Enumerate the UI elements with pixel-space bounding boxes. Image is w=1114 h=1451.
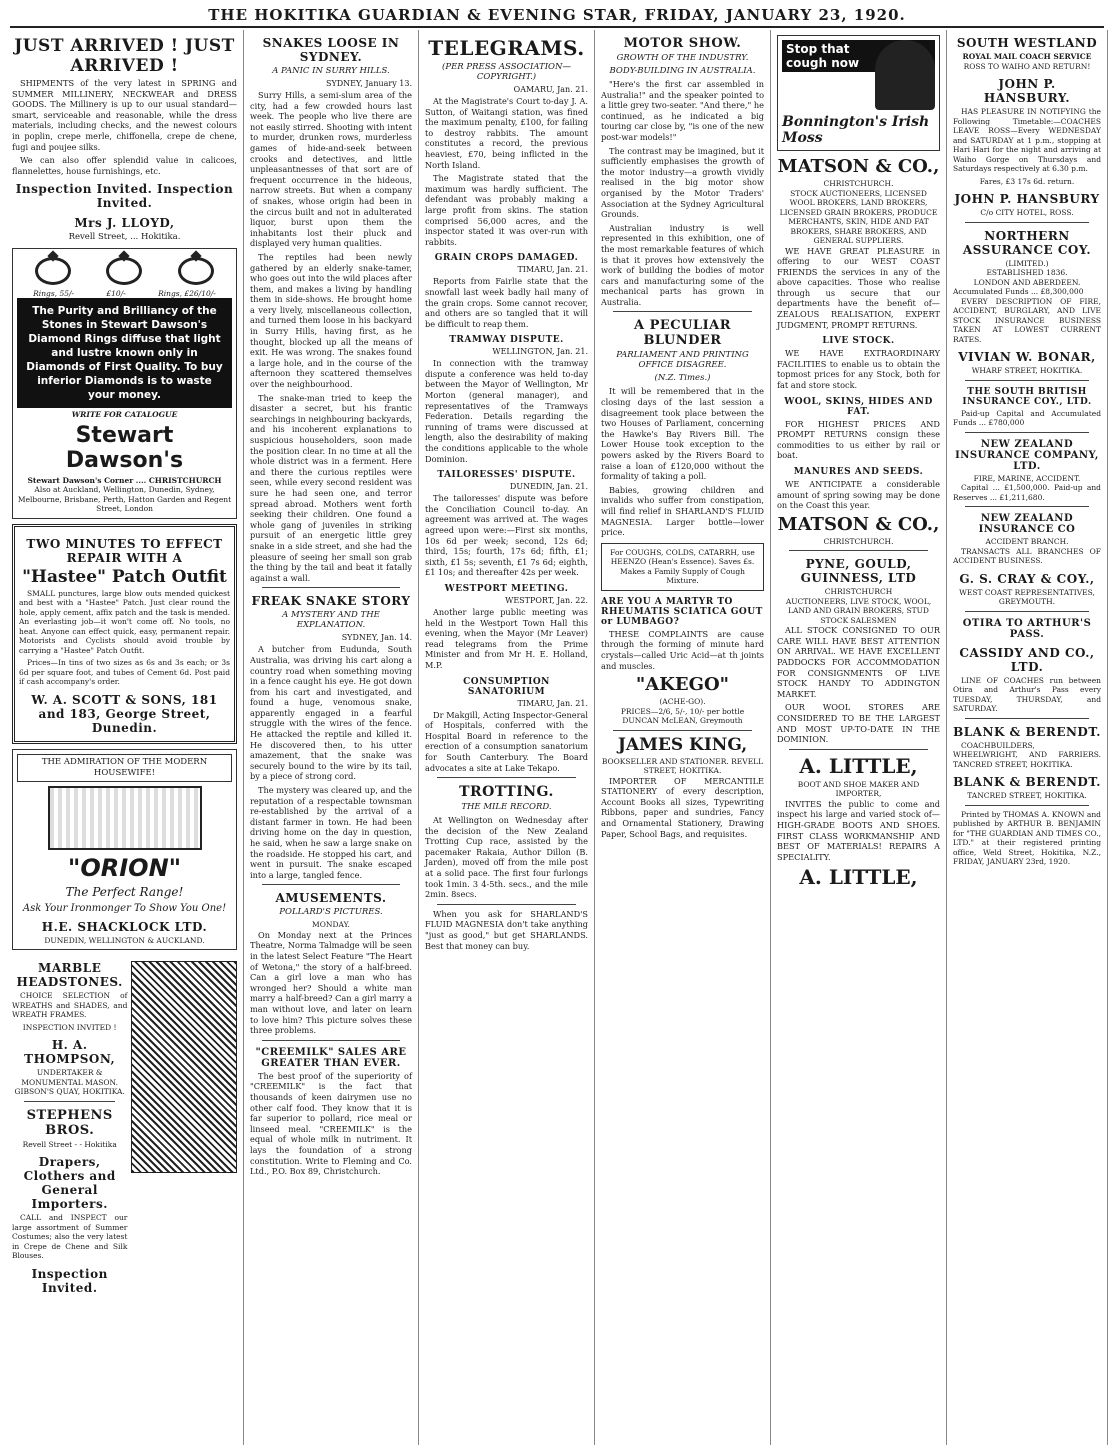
- cassidy-name: CASSIDY AND CO., LTD.: [959, 645, 1095, 674]
- left-ads: [12, 955, 127, 1297]
- orion-maker: H.E. SHACKLOCK LTD.: [41, 919, 208, 934]
- sharland-ad: When you ask for SHARLAND'S FLUID MAGNESIA don't take anything "just as good," but get SHARLANDS. Best that money can buy.: [425, 908, 588, 951]
- stephens-address: Revell Street - - Hokitika: [22, 1139, 117, 1149]
- tailor-heading: TAILORESSES' DISPUTE.: [437, 470, 576, 481]
- column-6: [947, 30, 1108, 1445]
- thompson-address: GIBSON'S QUAY, HOKITIKA.: [14, 1087, 125, 1097]
- consumption-date: TIMARU, Jan. 21.: [517, 698, 588, 708]
- snakes-p3: The snake-man tried to keep the disaster a secret, but his frantic searchings in neighbouring backyards, and his incoherent explanations to suspicious householders, soon made the position clear. In no time at all the whole district was in a ferment. Here and there the curious reptiles were seen, while every second resident was sure he had seen one, and terror spread abroad. Mothers went forth seeking their children. One found a whole gang of juveniles in striking pursuit of an energetic little grey snake in a side street, and she had the pleasure of seeing her small son grab the thing by the tail and beat it fatally against a wall.: [250, 392, 412, 583]
- hansbury-name-2: JOHN P. HANSBURY: [954, 192, 1100, 206]
- divider: [965, 718, 1089, 719]
- column-5: [771, 30, 947, 1445]
- snakes-date: SYDNEY, January 13.: [325, 79, 412, 88]
- akego-sub: (ACHE-GO).: [659, 697, 706, 707]
- telegrams-p2: The Magistrate stated that the maximum was hardly sufficient. The defendant was probably making a large profit from skins. The station comprised 56,000 acres, and the inspector stated it was over-run with rabbits.: [425, 173, 588, 247]
- matson-name: MATSON & CO.,: [777, 156, 940, 177]
- hastee-title: "Hastee" Patch Outfit: [22, 566, 227, 587]
- column-3: [419, 30, 595, 1445]
- cray-sub: WEST COAST REPRESENTATIVES, GREYMOUTH.: [959, 587, 1095, 606]
- grain-date: TIMARU, Jan. 21.: [517, 265, 588, 275]
- little-sub: BOOT AND SHOE MAKER AND IMPORTER,: [797, 779, 920, 799]
- matson-city: CHRISTCHURCH.: [823, 179, 894, 188]
- ring-price: Rings, 55/-: [33, 289, 75, 299]
- grain-p1: Reports from Fairlie state that the snowfall last week badly hail many of the grain crops. Some cannot recover, and others are so tangled that it will be difficult to reap them.: [425, 276, 588, 329]
- dawson-catalogue: WRITE FOR CATALOGUE: [71, 410, 178, 420]
- hastee-prices: Prices—In tins of two sizes as 6s and 3s each; or 3s 6d per square foot, and tubes of Cement 6d. Post paid if cash accompany's order.: [19, 658, 230, 687]
- divider: [262, 587, 400, 588]
- akego-prices: PRICES—2/6, 5/-, 10/- per bottle: [620, 706, 745, 716]
- consumption-heading: CONSUMPTION SANATORIUM: [463, 676, 550, 697]
- telegrams-sub: (PER PRESS ASSOCIATION—COPYRIGHT.): [442, 62, 571, 82]
- portrait-illustration: [875, 40, 935, 110]
- cray-name: G. S. CRAY & COY.,: [959, 571, 1095, 586]
- northern-p: EVERY DESCRIPTION OF FIRE, ACCIDENT, BURGLARY, AND LIVE STOCK INSURANCE BUSINESS TAKEN AT LOWEST CURRENT RATES.: [953, 296, 1101, 344]
- wool-heading: WOOL, SKINS, HIDES AND FAT.: [784, 396, 933, 417]
- hansbury-name: JOHN P. HANSBURY.: [983, 77, 1071, 105]
- telegrams-date: OAMARU, Jan. 21.: [513, 85, 588, 94]
- motor-p3: Australian industry is well represented in this exhibition, one of the most remarkable features of which is that it proves how extensively the work of building the bodies of motor cars and manufacturing some of the mechanical parts has grown in Australia.: [601, 222, 764, 307]
- sw-sub: ROYAL MAIL COACH SERVICE: [962, 52, 1092, 61]
- divider: [613, 311, 752, 312]
- tram-date: WELLINGTON, Jan. 21.: [492, 347, 588, 357]
- nz-insurance-p: Capital ... £1,500,000. Paid-up and Reserves ... £1,211,680.: [953, 483, 1101, 502]
- hansbury-address: C/o CITY HOTEL, ROSS.: [980, 208, 1074, 217]
- dawson-also: Also at Auckland, Wellington, Dunedin, Sydney, Melbourne, Brisbane, Perth, Hatton Garden and Regent Street, London: [17, 485, 232, 514]
- freak-p1: A butcher from Eudunda, South Australia, was driving his cart along a country road when something moving in a fence caught his eye. He got down from his cart and investigated, and found a huge, venomous snake, apparently engaged in a fearful struggle with the wires of the fence. He attacked the reptile and killed it. He discovered then, to his utter amazement, that the snake was securely bound to the wire by its tail, by a piece of strong cord.: [250, 644, 412, 782]
- freak-p2: The mystery was cleared up, and the reputation of a respectable townsman re-established by the arrival of a distant farmer in town. He had been driving home on the day in question, he said, when he saw a large snake on the roadside. He stopped his cart, and went in pursuit. The snake escaped into a large, tangled fence.: [250, 785, 412, 880]
- sw-p: HAS PLEASURE IN NOTIFYING the Following Timetable:—COACHES LEAVE ROSS—Every WEDNESDAY and SATURDAY at 1 p.m., stopping at Hari Hari for the night and arriving at Waiho Gorge on Thursdays and Saturdays respectively at 6.30 p.m.: [953, 107, 1101, 173]
- sw-fares: Fares, £3 17s 6d. return.: [979, 176, 1075, 186]
- matson-name-2: MATSON & CO.,: [777, 513, 940, 535]
- blank-p: COACHBUILDERS, WHEELWRIGHT, AND FARRIERS. TANCRED STREET, HOKITIKA.: [953, 740, 1101, 769]
- tram-p1: In connection with the tramway dispute a conference was held to-day between the Mayor of Wellington, Mr Morton (general manager), and representatives of the Tramways Federation. Details regarding the running of trams were discussed at length, also the desirability of making the conditions applicable to the whole Dominion.: [425, 358, 588, 464]
- trotting-sub: THE MILE RECORD.: [461, 802, 552, 813]
- blunder-sub-2: (N.Z. Times.): [654, 373, 711, 384]
- rheumatism-p: THESE COMPLAINTS are cause through the forming of minute hard crystals—called Uric Acid—at th joints and muscles.: [601, 628, 764, 671]
- stephens-name: STEPHENS BROS.: [26, 1107, 113, 1138]
- otira-heading: OTIRA TO ARTHUR'S PASS.: [962, 617, 1092, 640]
- snakes-heading: SNAKES LOOSE IN SYDNEY.: [262, 36, 400, 64]
- blank-name-2: BLANK & BERENDT.: [953, 775, 1101, 789]
- drapers-line: Drapers, Clothers and General Importers.: [23, 1155, 116, 1212]
- divider: [262, 884, 400, 885]
- motor-p2: The contrast may be imagined, but it sufficiently emphasises the growth of the motor industry—a growth vividly realised in the big motor show organised by the Motor Traders' Association at the Sydney Agricultural Grounds.: [601, 145, 764, 220]
- wool-p: FOR HIGHEST PRICES AND PROMPT RETURNS consign these commodities to us either by rail or boat.: [777, 418, 940, 461]
- nz-accident-p: TRANSACTS ALL BRANCHES OF ACCIDENT BUSINESS.: [953, 546, 1101, 565]
- orion-ask: Ask Your Ironmonger To Show You One!: [22, 902, 227, 914]
- matson-p1: WE HAVE GREAT PLEASURE in offering to our WEST COAST FRIENDS the services in any of the above capacities. Those who realise through us secure that our departments have the benefit of—ZEALOUS REALISATION, EXPERT JUDGMENT, PROMPT RETURNS.: [777, 245, 940, 330]
- divider: [24, 1101, 115, 1102]
- orion-tagline: The Perfect Range!: [65, 884, 184, 899]
- dawson-slogan: The Purity and Brilliancy of the Stones in Stewart Dawson's Diamond Rings diffuse that light and lustre known only in Diamonds of First Quality. To buy inferior Diamonds is to waste your money.: [17, 298, 232, 408]
- motor-p1: "Here's the first car assembled in Australia!" and the speaker pointed to a little grey two-seater. "And there," he continued, as he indicated a big touring car close by, "is one of the new post-war models!": [601, 79, 764, 142]
- pyne-wool: OUR WOOL STORES ARE CONSIDERED TO BE THE LARGEST AND MOST UP-TO-DATE IN THE DOMINION.: [777, 702, 940, 745]
- thompson-sub: UNDERTAKER & MONUMENTAL MASON.: [21, 1068, 119, 1087]
- lloyd-text-2: We can also offer splendid value in calicoes, flannelettes, house furnishings, etc.: [12, 155, 237, 176]
- cassidy-p: LINE OF COACHES run between Otira and Arthur's Pass every TUESDAY, THURSDAY, and SATURDAY.: [953, 675, 1101, 713]
- orion-cities: DUNEDIN, WELLINGTON & AUCKLAND.: [44, 935, 205, 945]
- northern-est: ESTABLISHED 1836.: [986, 268, 1068, 277]
- bonar-address: WHARF STREET, HOKITIKA.: [971, 366, 1083, 375]
- consumption-p1: Dr Makgill, Acting Inspector-General of Hospitals, conferred with the Hospital Board in reference to the erection of a consumption sanatorium for South Canterbury. The Board advocates a site at Lake Tekapo.: [425, 709, 588, 773]
- freak-date: SYDNEY, Jan. 14.: [341, 633, 412, 643]
- divider: [789, 550, 928, 551]
- tailor-p1: The tailoresses' dispute was before the Conciliation Council to-day. An agreement was arrived at. The wages agreed upon were:—First six months, 10s 6d per week; second, 12s 6d; third, 15s; fourth, 17s 6d; fifth, £1; sixth, £1 5s; seventh, £1 7s 6d; eighth, £1 10s; and thereafter 42s per week.: [425, 493, 588, 578]
- marble-inspection: INSPECTION INVITED !: [22, 1022, 117, 1032]
- column-1: [6, 30, 244, 1445]
- snakes-p1: Surry Hills, a semi-slum area of the city, had a few crowded hours last week. The people who live there are not easily stirred. Shooting with intent to murder, drunken rows, murderless games of hide-and-seek between crooks and detectives, and little unpleasantnesses of that sort are of frequent occurrence in the hideous, narrow streets. But when a company of snakes, whose origin had been in the circus built and not in adulterated liquor, burst upon them the inhabitants lost their pluck and displayed very human qualities.: [250, 90, 412, 249]
- marble-text: CHOICE SELECTION of WREATHS and SHADES, and WREATH FRAMES.: [12, 991, 128, 1020]
- orion-heading: THE ADMIRATION OF THE MODERN HOUSEWIFE!: [17, 754, 232, 782]
- divider: [965, 222, 1089, 223]
- blank-name: BLANK & BERENDT.: [953, 724, 1101, 739]
- divider: [262, 1040, 400, 1041]
- ring-icon: [35, 257, 71, 285]
- divider: [965, 611, 1089, 612]
- orion-name: "ORION": [67, 853, 182, 882]
- trotting-p1: At Wellington on Wednesday after the decision of the New Zealand Trotting Cup race, assisted by the pacemaker Rakaia, Author Dillon (B. Jarden), moved off from the mile post at a solid pace. The first four furlongs took 1min. 3 4-5th. secs., and the mile 2min. 8secs.: [425, 815, 588, 900]
- hastee-heading: TWO MINUTES TO EFFECT REPAIR WITH A: [26, 536, 223, 565]
- lloyd-text: SHIPMENTS of the very latest in SPRING and SUMMER MILLINERY, NECKWEAR and DRESS GOODS. The Millinery is up to our usual standard—smart, serviceable and reasonable, while the dress materials, including checks, and the newest colours in poplin, crepe merle, chiffonella, crepe de chene, fugi and poujee silks.: [12, 78, 237, 152]
- divider: [965, 506, 1089, 507]
- ring-price: Rings, £26/10/-: [158, 289, 216, 299]
- divider: [437, 777, 576, 778]
- amusements-p1: On Monday next at the Princes Theatre, Norma Talmadge will be seen in the latest Select Feature "The Heart of Wetona," the story of a half-breed. Can a girl love a man who has wronged her? Should a white man marry a half-breed? Can a girl marry a man without love, and later on learn to love him? This picture solves these three problems.: [250, 929, 412, 1036]
- orion-ad: [12, 749, 237, 951]
- northern-funds: Accumulated Funds ... £8,300,000: [953, 287, 1084, 296]
- pyne-city: CHRISTCHURCH: [824, 587, 893, 597]
- call-inspection: Inspection Invited.: [31, 1266, 108, 1295]
- creemilk-p1: The best proof of the superiority of "CREEMILK" is the fact that thousands of keen dairymen use no other calf food. They know that it is far superior to pollard, rice meal or linseed meal. "CREEMILK" is the equal of whole milk in nutriment. It lays the foundation of a strong constitution. Write to Fleming and Co. Ltd., P.O. Box 89, Christchurch.: [250, 1070, 412, 1177]
- call-text: CALL and INSPECT our large assortment of Summer Costumes; also the very latest in Crepe de Chene and Silk Blouses.: [12, 1213, 128, 1261]
- pyne-list: AUCTIONEERS, LIVE STOCK, WOOL, LAND AND GRAIN BROKERS, STUD STOCK SALESMEN: [785, 596, 932, 625]
- marble-heading: MARBLE HEADSTONES.: [16, 961, 123, 990]
- freak-heading: FREAK SNAKE STORY: [251, 594, 411, 609]
- divider: [965, 432, 1089, 433]
- livestock-p: WE HAVE EXTRAORDINARY FACILITIES to enable us to obtain the topmost prices for any Stock, both for fat and store stock.: [777, 348, 940, 391]
- freak-sub: A MYSTERY AND THE EXPLANATION.: [282, 610, 380, 631]
- column-2: [244, 30, 419, 1445]
- little-p: INVITES the public to come and inspect his large and varied stock of—HIGH-GRADE BOOTS AND SHOES. FIRST CLASS WORKMANSHIP AND BEST OF MATERIALS! REPAIRS A SPECIALITY.: [777, 798, 940, 862]
- dawson-corner: Stewart Dawson's Corner .... CHRISTCHURCH: [27, 475, 222, 485]
- king-name: JAMES KING,: [617, 734, 748, 755]
- blunder-sub: PARLIAMENT AND PRINTING OFFICE DISAGREE.: [616, 350, 749, 371]
- masthead: THE HOKITIKA GUARDIAN & EVENING STAR, FRIDAY, JANUARY 23, 1920.: [10, 4, 1104, 28]
- nz-accident-sub: ACCIDENT BRANCH.: [985, 537, 1069, 546]
- matson-city-2: CHRISTCHURCH.: [823, 536, 894, 546]
- little-name: A. LITTLE,: [799, 753, 918, 778]
- northern-city: LONDON AND ABERDEEN.: [973, 277, 1081, 287]
- motor-sub-1: GROWTH OF THE INDUSTRY.: [616, 53, 749, 63]
- advert-illustration: [131, 961, 237, 1173]
- bonnington-name: Bonnington's Irish Moss: [782, 114, 930, 146]
- right-ads-placeholder: [131, 955, 237, 1297]
- imprint: Printed by THOMAS A. KNOWN and published by ARTHUR B. BENJAMIN for "THE GUARDIAN AND TIMES CO., LTD." at their registered printing office, Weld Street, Hokitika, N.Z., FRIDAY, JANUARY 23rd, 1920.: [953, 809, 1101, 866]
- scott-address: W. A. SCOTT & SONS, 181 and 183, George Street, Dunedin.: [31, 692, 218, 735]
- motor-heading: MOTOR SHOW.: [623, 36, 742, 51]
- motor-sub-2: BODY-BUILDING IN AUSTRALIA.: [609, 66, 756, 76]
- sw-heading: SOUTH WESTLAND: [956, 36, 1098, 50]
- nz-insurance-heading: NEW ZEALAND INSURANCE COMPANY, LTD.: [955, 438, 1099, 472]
- divider: [965, 380, 1089, 381]
- manure-heading: MANURES AND SEEDS.: [793, 467, 924, 477]
- thompson-name: H. A. THOMPSON,: [24, 1038, 116, 1067]
- blunder-heading: A PECULIAR BLUNDER: [633, 318, 732, 349]
- nz-accident-heading: NEW ZEALAND INSURANCE CO: [978, 513, 1076, 535]
- heenzo-ad: [601, 543, 764, 591]
- blank-address: TANCRED STREET, HOKITIKA.: [967, 791, 1087, 800]
- snakes-sub: A PANIC IN SURRY HILLS.: [272, 66, 390, 76]
- divider: [437, 904, 576, 905]
- inspection-line: Inspection Invited. Inspection Invited.: [15, 182, 234, 211]
- stove-illustration: [48, 786, 202, 850]
- dawson-name: Stewart Dawson's: [65, 422, 184, 473]
- bonnington-ad: [777, 35, 940, 151]
- blunder-p1: It will be remembered that in the closing days of the last session a disagreement took place between the two Houses of Parliament, concerning the Hawke's Bay Rivers Bill. The Lower House took exception to the powers asked by the Rivers Board to raise a loan of £120,000 without the formality of taking a poll.: [601, 386, 764, 482]
- little-name-2: A. LITTLE,: [799, 865, 918, 890]
- northern-ltd: (LIMITED.): [1005, 258, 1049, 268]
- amusements-day: MONDAY.: [312, 920, 350, 930]
- babies-ad: Babies, growing children and invalids who suffer from constipation, will find relief in SHARLAND'S FLUID MAGNESIA. Larger bottle—lower price.: [601, 484, 764, 538]
- divider: [965, 805, 1089, 806]
- trotting-heading: TROTTING.: [459, 784, 554, 801]
- matson-list: STOCK AUCTIONEERS, LICENSED WOOL BROKERS, LAND BROKERS, LICENSED GRAIN BROKERS, PRODUCE MERCHANTS, SKIN, HIDE AND FAT BROKERS, SHARE BROKERS, AND GENERAL SUPPLIERS.: [779, 188, 938, 245]
- akego-agent: DUNCAN McLEAN, Greymouth: [622, 716, 743, 726]
- amusements-sub: POLLARD'S PICTURES.: [279, 907, 383, 918]
- dawson-ad: [12, 248, 237, 519]
- nz-insurance-sub: FIRE, MARINE, ACCIDENT.: [973, 473, 1081, 483]
- hastee-ad: [12, 524, 237, 744]
- column-4: [595, 30, 771, 1445]
- akego-name: "AKEGO": [635, 674, 730, 696]
- ring-price: £10/-: [106, 289, 126, 299]
- ring-prices: [17, 289, 232, 298]
- rheumatism-heading: ARE YOU A MARTYR TO RHEUMATIS SCIATICA GOUT or LUMBAGO?: [601, 596, 763, 627]
- tram-heading: TRAMWAY DISPUTE.: [449, 335, 564, 346]
- pyne-name: PYNE, GOULD, GUINNESS, LTD: [800, 557, 917, 586]
- king-sub: BOOKSELLER AND STATIONER. REVELL STREET, HOKITIKA.: [601, 756, 764, 776]
- telegrams-p1: At the Magistrate's Court to-day J. A. Sutton, of Waitangi station, was fined the maximum penalty, £100, for failing to destroy rabbits. The amount constitutes a record, the previous heaviest, £70, being inflicted in the North Island.: [425, 96, 588, 170]
- just-arrived-heading: JUST ARRIVED ! JUST ARRIVED !: [14, 36, 235, 76]
- creemilk-heading: "CREEMILK" SALES ARE GREATER THAN EVER.: [255, 1046, 407, 1069]
- divider: [613, 730, 752, 731]
- ring-icon: [106, 257, 142, 285]
- south-british-heading: THE SOUTH BRITISH INSURANCE COY., LTD.: [962, 386, 1092, 407]
- bottom-ads: [12, 955, 237, 1297]
- king-p: IMPORTER OF MERCANTILE STATIONERY of every description, Account Books all sizes, Typewriting Ribbons, paper and sundries, Fancy and Ornamental Stationery, Drawing Paper, School Bags, and requisites.: [601, 775, 764, 839]
- south-british-p: Paid-up Capital and Accumulated Funds ... £780,000: [953, 408, 1101, 427]
- westport-date: WESTPORT, Jan. 22.: [505, 595, 588, 605]
- divider: [789, 749, 928, 750]
- westport-p1: Another large public meeting was held in the Westport Town Hall this evening, when the Mayor (Mr Leaver) read telegrams from the Prime Minister and from Mr H. E. Holland, M.P.: [425, 606, 588, 670]
- ring-icon: [178, 257, 214, 285]
- bonnington-heading: Stop that cough now: [782, 40, 935, 72]
- telegrams-heading: TELEGRAMS.: [428, 36, 585, 60]
- heenzo-text: For COUGHS, COLDS, CATARRH, use HEENZO (Hean's Essence). Saves £s. Makes a Family Supply of Cough Mixture.: [610, 547, 755, 586]
- ring-row: [17, 257, 232, 285]
- grain-heading: GRAIN CROPS DAMAGED.: [434, 253, 579, 264]
- hastee-text: SMALL punctures, large blow outs mended quickest and best with a "Hastee" Patch. Just clear round the hole, apply cement, affix patch and the task is mended. An everlasting job—it won't come off. No tools, no heat. Anyone can effect quick, easy, permanent repair. Motorists and Cyclists should avoid trouble by carrying a "Hastee" Patch Outfit.: [19, 588, 230, 655]
- sw-route: ROSS TO WAIHO AND RETURN!: [963, 61, 1091, 71]
- bonar-name: VIVIAN W. BONAR,: [958, 350, 1096, 364]
- tailor-date: DUNEDIN, Jan. 21.: [509, 482, 588, 492]
- manure-p: WE ANTICIPATE a considerable amount of spring sowing may be done on the Coast this year.: [777, 479, 940, 511]
- lloyd-address: Revell Street, ... Hokitika.: [68, 232, 181, 243]
- northern-name: NORTHERN ASSURANCE COY.: [962, 228, 1092, 257]
- snakes-p2: The reptiles had been newly gathered by an elderly snake-tamer, who goes out into the wild places after them, and makes a living by handling them in side-shows. He brought home a very lively, miscellaneous collection, and turned them loose in his backyard in Surry Hills, having first, as he thought, blocked up all the means of exit. He was wrong. The snakes found a large hole, and in the course of the afternoon they scattered themselves over the neighbourhood.: [250, 251, 412, 390]
- livestock-heading: LIVE STOCK.: [822, 336, 895, 347]
- westport-heading: WESTPORT MEETING.: [444, 583, 569, 594]
- amusements-heading: AMUSEMENTS.: [275, 891, 387, 906]
- lloyd-name: Mrs J. LLOYD,: [74, 216, 175, 231]
- pyne-p: ALL STOCK CONSIGNED TO OUR CARE WILL HAVE BEST ATTENTION ON ARRIVAL. WE HAVE EXCELLENT PADDOCKS FOR ACCOMMODATION FOR CONSIGNMENTS OF LIVE STOCK HANDY TO ADDINGTON MARKET.: [777, 625, 940, 699]
